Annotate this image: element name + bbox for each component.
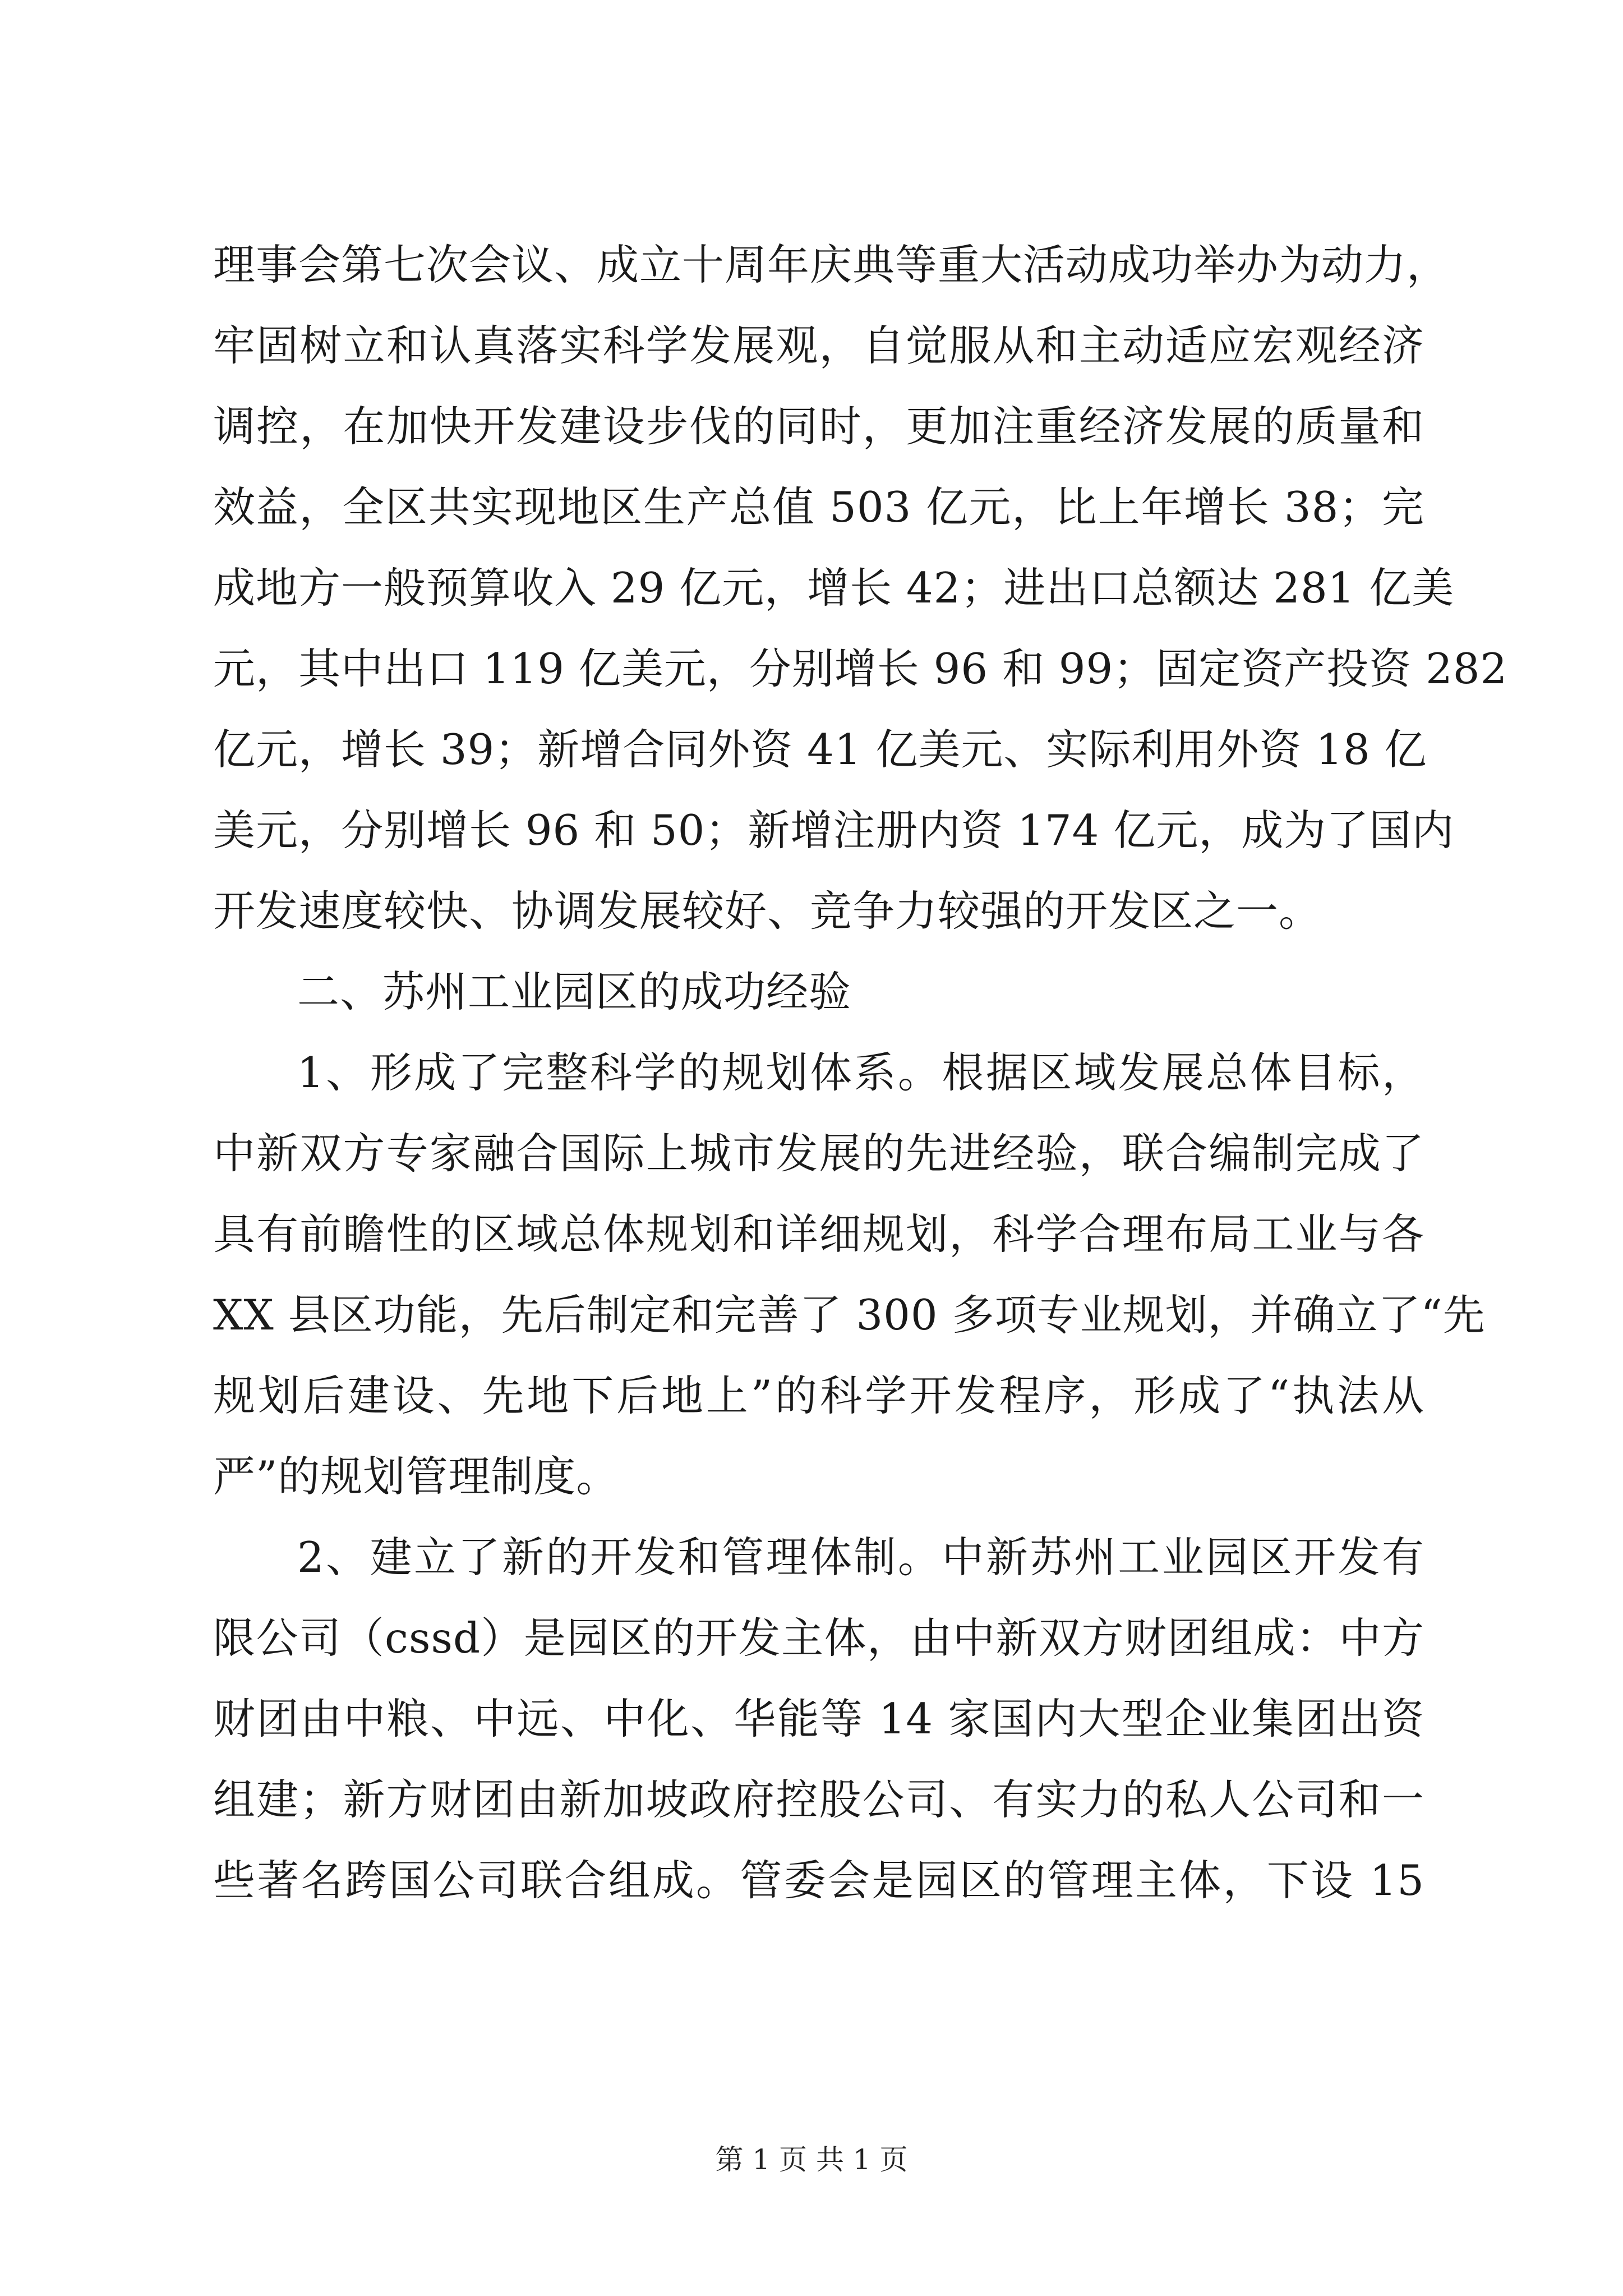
text-line: 牢固树立和认真落实科学发展观，自觉服从和主动适应宏观经济 bbox=[213, 321, 1424, 370]
text-line: 具有前瞻性的区域总体规划和详细规划，科学合理布局工业与各 bbox=[213, 1209, 1424, 1259]
text-line: 2、建立了新的开发和管理体制。中新苏州工业园区开发有 bbox=[297, 1533, 1424, 1582]
document-body bbox=[213, 224, 1508, 1921]
text-line: 开发速度较快、协调发展较好、竞争力较强的开发区之一。 bbox=[213, 886, 1322, 936]
text-line: 中新双方专家融合国际上城市发展的先进经验，联合编制完成了 bbox=[213, 1129, 1424, 1178]
text-line: 组建；新方财团由新加坡政府控股公司、有实力的私人公司和一 bbox=[213, 1775, 1424, 1824]
text-line: 严”的规划管理制度。 bbox=[213, 1452, 619, 1501]
page-footer: 第 1 页 共 1 页 bbox=[715, 2143, 908, 2176]
text-line: 元，其中出口 119 亿美元，分别增长 96 和 99；固定资产投资 282 bbox=[213, 644, 1508, 693]
text-line: 效益，全区共实现地区生产总值 503 亿元，比上年增长 38；完 bbox=[213, 482, 1424, 532]
text-line: XX 县区功能，先后制定和完善了 300 多项专业规划，并确立了“先 bbox=[213, 1290, 1486, 1340]
text-line: 成地方一般预算收入 29 亿元，增长 42；进出口总额达 281 亿美 bbox=[213, 563, 1455, 613]
text-line: 亿元，增长 39；新增合同外资 41 亿美元、实际利用外资 18 亿 bbox=[213, 725, 1427, 774]
text-line: 规划后建设、先地下后地上”的科学开发程序，形成了“执法从 bbox=[213, 1371, 1424, 1420]
text-line: 财团由中粮、中远、中化、华能等 14 家国内大型企业集团出资 bbox=[213, 1694, 1424, 1743]
text-line: 美元，分别增长 96 和 50；新增注册内资 174 亿元，成为了国内 bbox=[213, 806, 1455, 855]
text-line: 二、苏州工业园区的成功经验 bbox=[297, 967, 852, 1016]
text-line: 理事会第七次会议、成立十周年庆典等重大活动成功举办为动力， bbox=[213, 240, 1450, 289]
text-line: 调控，在加快开发建设步伐的同时，更加注重经济发展的质量和 bbox=[213, 402, 1424, 451]
text-line: 限公司（cssd）是园区的开发主体，由中新双方财团组成：中方 bbox=[213, 1613, 1424, 1663]
text-line: 些著名跨国公司联合组成。管委会是园区的管理主体，下设 15 bbox=[213, 1856, 1424, 1905]
text-line: 1、形成了完整科学的规划体系。根据区域发展总体目标， bbox=[297, 1048, 1424, 1097]
